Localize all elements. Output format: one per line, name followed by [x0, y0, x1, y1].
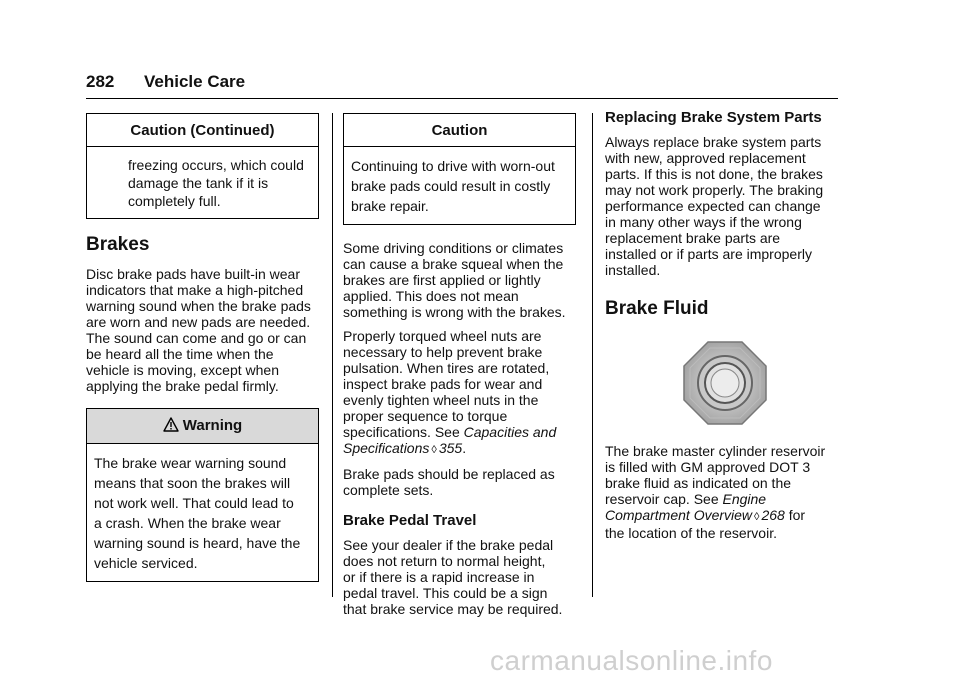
engine-compartment-link[interactable]: Compartment Overview — [605, 507, 753, 523]
warning-title: Warning — [182, 417, 243, 434]
page-ref-355[interactable]: 355 — [438, 440, 463, 456]
brake-pedal-travel-heading: Brake Pedal Travel — [343, 512, 477, 529]
wheel-nuts-paragraph: Properly torqued wheel nuts are necessary to help prevent brake pulsation. When tires are rotated, inspect brake pads for wear and evenly tighten wheel nuts in the proper sequence to torque specifications. See Capacities and Specifications ◊ 355. — [343, 328, 557, 456]
brakes-paragraph: Disc brake pads have built-in wear indicators that make a high-pitched warning sound when the brake pads are worn and new pads are needed. The sound can come and go or can be heard all the time when the vehicle is moving, except when applying the brake pedal firmly. — [86, 266, 311, 394]
caution-body — [344, 147, 575, 224]
brake-fluid-cap-icon — [605, 340, 845, 431]
page-ref-268[interactable]: 268 — [761, 507, 785, 523]
caution-continued-body — [87, 147, 318, 218]
watermark-text: carmanualsonline.info — [490, 645, 773, 676]
engine-link[interactable]: Engine — [722, 491, 767, 507]
brake-squeal-paragraph: Some driving conditions or climates can cause a brake squeal when the brakes are first applied or lightly applied. This does not mean something is wrong with the brakes. — [343, 240, 566, 320]
text-line: The brake wear warning sound — [94, 455, 287, 471]
replace-sets-paragraph: Brake pads should be replaced as complete sets. — [343, 466, 555, 498]
page-ref-icon: ◊ — [431, 444, 437, 456]
caution-title: Caution — [344, 114, 575, 147]
text-line: freezing occurs, which could — [128, 157, 304, 173]
warning-header — [87, 409, 318, 444]
column-2 — [343, 113, 576, 625]
text-line: brake repair. — [351, 198, 429, 214]
text-line: completely full. — [128, 193, 221, 209]
column-1 — [86, 113, 319, 597]
caution-continued-title: Caution (Continued) — [87, 114, 318, 147]
column-3 — [605, 109, 845, 549]
text-line: vehicle serviced. — [94, 555, 198, 571]
caution-box — [343, 113, 576, 225]
text-line: means that soon the brakes will — [94, 475, 291, 491]
brake-fluid-paragraph: The brake master cylinder reservoir is filled with GM approved DOT 3 brake fluid as indicated on the reservoir cap. See Engine Compartment Overview ◊ 268 for the location of the reservoir. — [605, 443, 826, 541]
replacing-parts-paragraph: Always replace brake system parts with new, approved replacement parts. If this is not done, the brakes may not work properly. The braking performance expected can change in many other ways if the wrong replacement brake parts are installed or if parts are improperly installed. — [605, 134, 824, 278]
specifications-link[interactable]: Specifications — [343, 440, 430, 456]
column-divider-2 — [592, 113, 593, 597]
text-line: warning sound is heard, have the — [94, 535, 301, 551]
brake-pedal-paragraph: See your dealer if the brake pedal does not return to normal height, or if there is a rapid increase in pedal travel. This could be a sign that brake service may be required. — [343, 537, 563, 617]
page-ref-icon: ◊ — [754, 511, 760, 523]
brake-fluid-heading: Brake Fluid — [605, 298, 709, 319]
page-number: 282 — [86, 72, 115, 91]
text-line: a crash. When the brake wear — [94, 515, 281, 531]
caution-continued-box — [86, 113, 319, 219]
header-rule — [86, 98, 838, 99]
warning-body — [87, 444, 318, 581]
section-title: Vehicle Care — [144, 72, 246, 91]
replacing-parts-heading: Replacing Brake System Parts — [605, 109, 822, 126]
warning-box — [86, 408, 319, 582]
text-line: damage the tank if it is — [128, 175, 269, 191]
text-line: brake pads could result in costly — [351, 178, 551, 194]
capacities-link[interactable]: Capacities and — [463, 424, 557, 440]
text-line: not work well. That could lead to — [94, 495, 294, 511]
text-line: Continuing to drive with worn-out — [351, 158, 555, 174]
warning-triangle-icon — [163, 417, 179, 436]
column-divider-1 — [332, 113, 333, 597]
brakes-heading: Brakes — [86, 234, 150, 255]
